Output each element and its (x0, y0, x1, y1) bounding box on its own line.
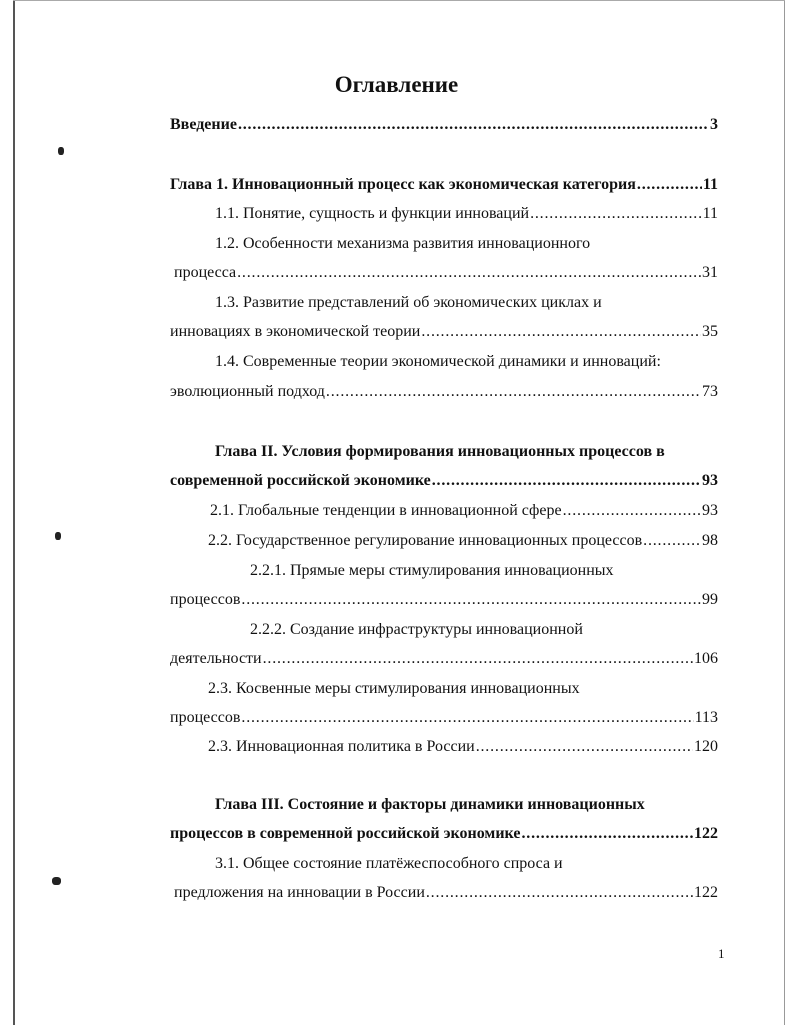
dot-leader (637, 175, 702, 195)
toc-entry-page: 11 (702, 205, 718, 222)
toc-entry-title: процесса (174, 264, 237, 281)
dot-leader (643, 531, 701, 551)
toc-entry-title: инновациях в экономической теории (170, 323, 421, 340)
toc-entry-title: 3.1. Общее состояние платёжеспособного спроса и (215, 855, 563, 872)
toc-entry (208, 679, 580, 699)
toc-entry (215, 854, 563, 874)
toc-entry-title: 1.3. Развитие представлений об экономических циклах и (215, 294, 602, 311)
dot-leader (521, 824, 693, 844)
page-number: 1 (718, 946, 725, 961)
dot-leader (241, 708, 693, 728)
toc-entry (170, 649, 718, 669)
toc-entry-title: Глава II. Условия формирования инновационных процессов в (215, 443, 665, 460)
toc-entry-title: 2.2.1. Прямые меры стимулирования инновационных (250, 562, 614, 579)
scan-edge-right (784, 0, 785, 1025)
toc-entry-page: 122 (694, 825, 718, 842)
toc-entry (170, 382, 718, 402)
toc-entry-page: 106 (694, 650, 718, 667)
toc-entry-page: 120 (694, 738, 718, 755)
toc-entry-title: эволюционный подход (170, 383, 325, 400)
toc-entry-title: Глава 1. Инновационный процесс как экономическая категория (170, 176, 636, 193)
toc-entry-title: деятельности (170, 650, 262, 667)
toc-entry (170, 471, 718, 491)
dot-leader (421, 322, 701, 342)
toc-entry-title: 2.3. Инновационная политика в России (208, 738, 475, 755)
toc-entry (170, 590, 718, 610)
toc-entry (215, 293, 602, 313)
toc-entry (215, 795, 645, 815)
toc-entry-title: предложения на инновации в России (174, 884, 425, 901)
dot-leader (241, 590, 701, 610)
toc-entry (170, 115, 718, 135)
toc-entry-title: 1.2. Особенности механизма развития инновационного (215, 235, 591, 252)
toc-entry (208, 737, 718, 757)
toc-entry (170, 708, 718, 728)
toc-entry-title: процессов (170, 591, 241, 608)
toc-entry-title: 2.2. Государственное регулирование инновационных процессов (208, 532, 643, 549)
dot-leader (237, 263, 701, 283)
toc-entry-title: 2.3. Косвенные меры стимулирования инновационных (208, 680, 580, 697)
toc-entry-page: 93 (702, 472, 718, 489)
dot-leader (432, 471, 701, 491)
scan-speck (58, 147, 64, 155)
dot-leader (238, 115, 709, 135)
toc-entry (250, 620, 583, 640)
toc-entry-title: 1.1. Понятие, сущность и функции инноваций (215, 205, 530, 222)
scan-speck (52, 877, 61, 885)
toc-entry (170, 824, 718, 844)
page-title: Оглавление (334, 72, 459, 97)
toc-entry-title: 2.2.2. Создание инфраструктуры инновационной (250, 621, 583, 638)
toc-entry (215, 204, 718, 224)
toc-entry-page: 31 (702, 264, 718, 281)
scan-edge-left (13, 0, 15, 1025)
toc-entry-page: 113 (694, 709, 718, 726)
toc-entry-page: 35 (702, 323, 718, 340)
toc-entry-title: процессов (170, 709, 241, 726)
toc-entry-page: 11 (702, 176, 718, 193)
toc-entry-title: процессов в современной российской экономике (170, 825, 521, 842)
toc-entry-title: 2.1. Глобальные тенденции в инновационной сфере (210, 502, 562, 519)
dot-leader (426, 883, 693, 903)
dot-leader (263, 649, 693, 669)
toc-entry (170, 175, 718, 195)
toc-entry (174, 883, 718, 903)
toc-entry (250, 561, 614, 581)
toc-entry-page: 93 (702, 502, 718, 519)
toc-entry (215, 442, 665, 462)
dot-leader (530, 204, 702, 224)
toc-entry-page: 99 (702, 591, 718, 608)
toc-entry (215, 234, 590, 254)
toc-entry (210, 501, 718, 521)
dot-leader (563, 501, 701, 521)
toc-entry (174, 263, 718, 283)
toc-entry-title: 1.4. Современные теории экономической динамики и инноваций: (215, 353, 661, 370)
toc-entry-page: 122 (694, 884, 718, 901)
toc-entry-page: 3 (710, 116, 718, 133)
toc-entry-page: 98 (702, 532, 718, 549)
toc-entry-title: современной российской экономике (170, 472, 431, 489)
toc-entry-title: Введение (170, 116, 237, 133)
toc-entry-title: Глава III. Состояние и факторы динамики инновационных (215, 796, 645, 813)
toc-entry (170, 322, 718, 342)
toc-entry (208, 531, 718, 551)
dot-leader (476, 737, 693, 757)
scan-edge-top (13, 0, 785, 1)
scan-speck (55, 532, 61, 540)
toc-entry-page: 73 (702, 383, 718, 400)
dot-leader (326, 382, 701, 402)
toc-entry (215, 352, 661, 372)
